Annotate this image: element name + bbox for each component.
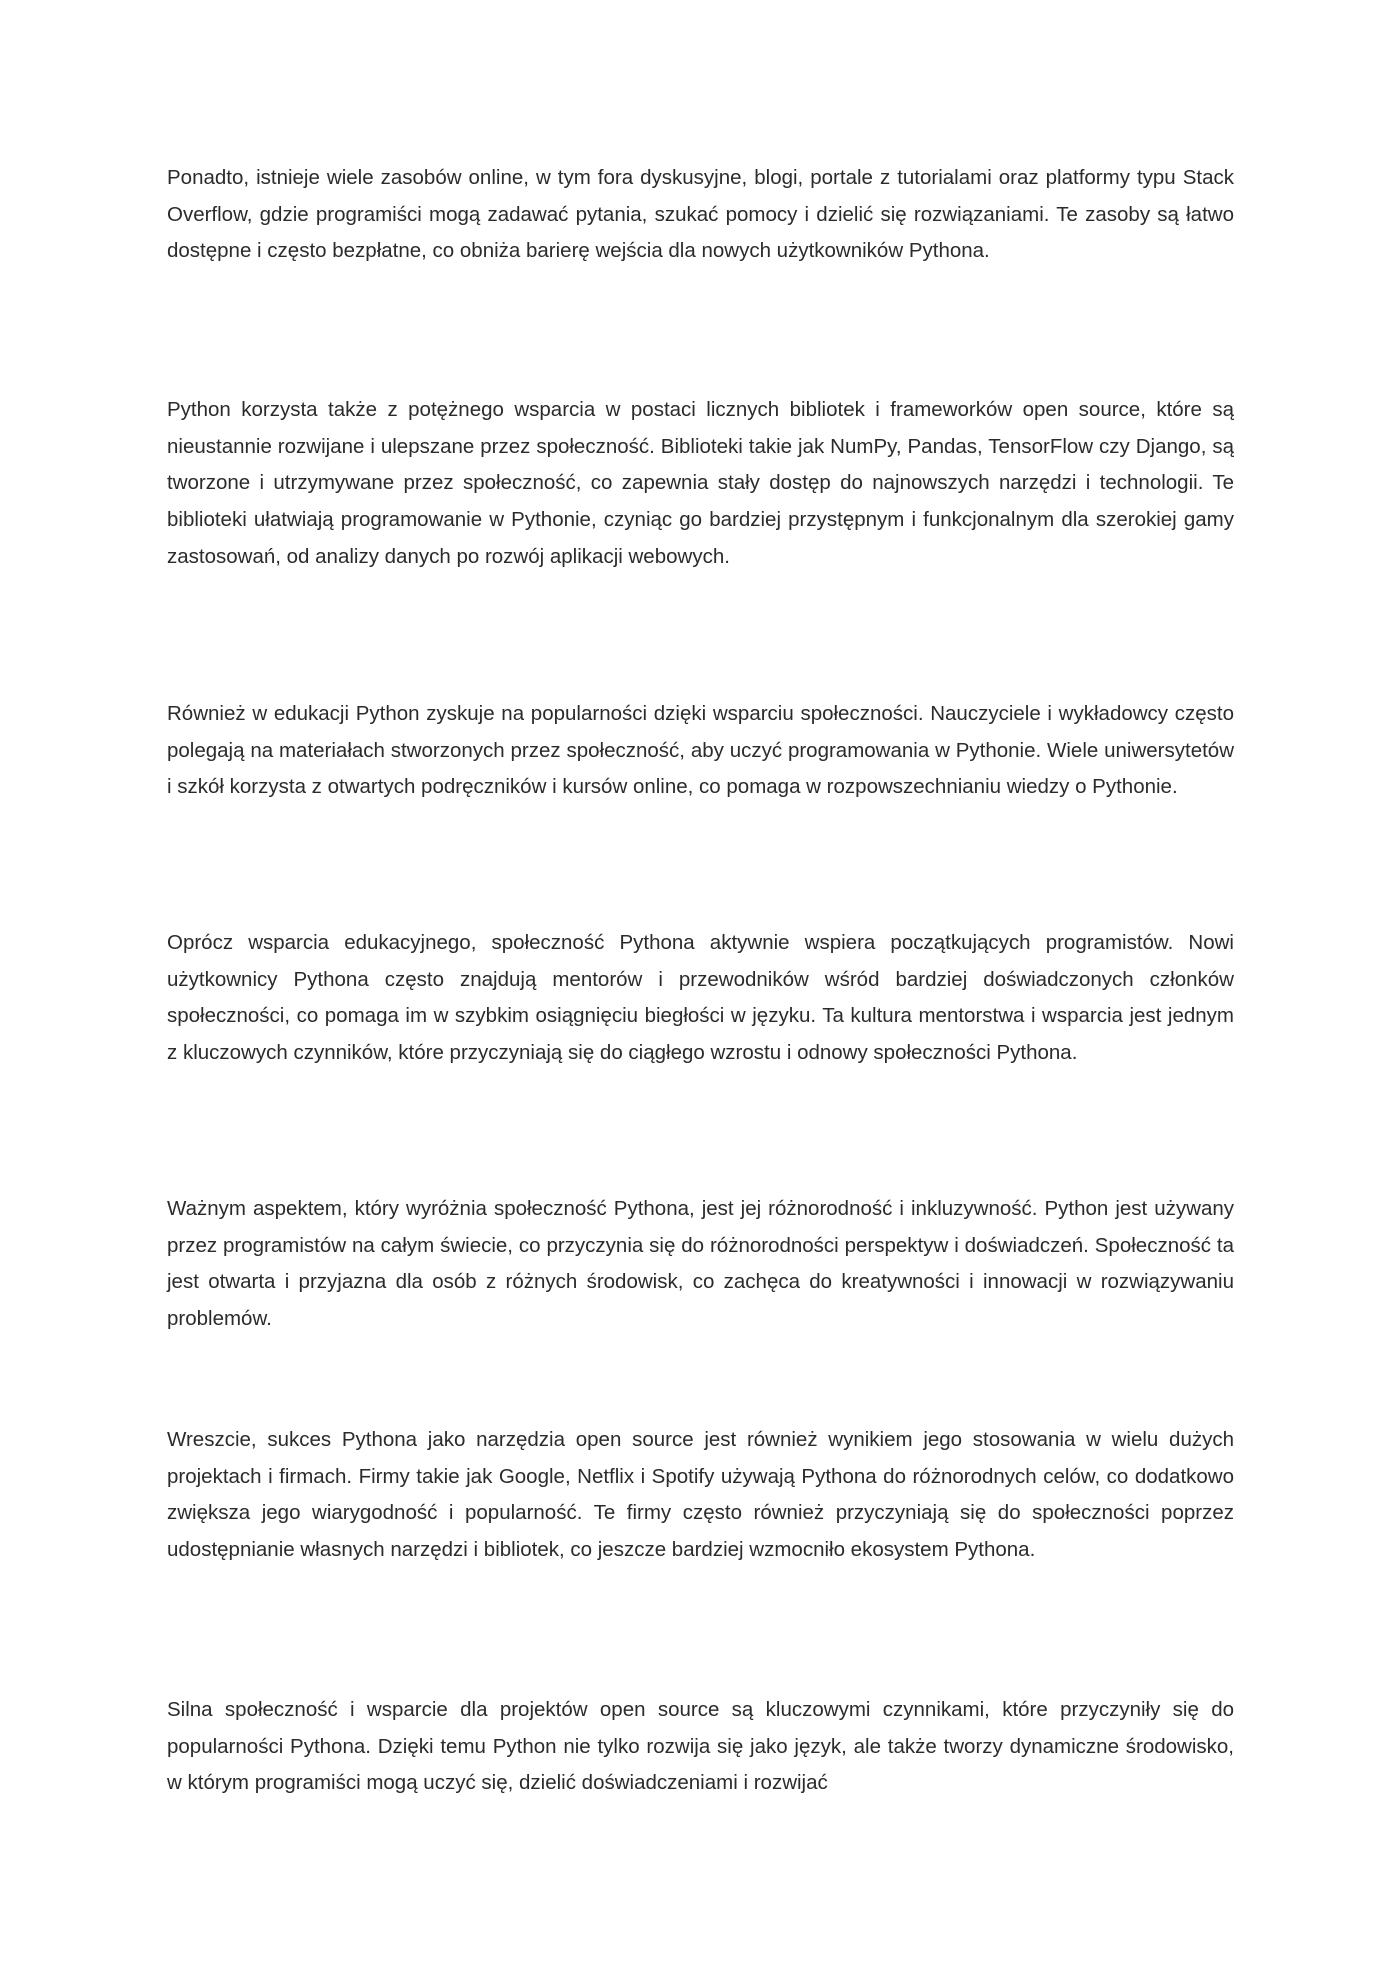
paragraph-online-resources: Ponadto, istnieje wiele zasobów online, w tym fora dyskusyjne, blogi, portale z tutorialami oraz platformy typu Stack Overflow, gdzie programiści mogą zadawać pytania, szukać pomocy i dzielić się rozwiązaniami. Te zasoby są łatwo dostępne i często bezpłatne, co obniża barierę wejścia dla nowych użytkowników Pythona. [167,166,1234,263]
paragraph-summary: Silna społeczność i wsparcie dla projektów open source są kluczowymi czynnikami, które przyczyniły się do popularności Pythona. Dzięki temu Python nie tylko rozwija się jako język, ale także tworzy dynamiczne środowisko, w którym programiści mogą uczyć się, dzielić doświadczeniami i rozwijać [167,1698,1234,1795]
paragraph-education: Również w edukacji Python zyskuje na popularności dzięki wsparciu społeczności. Nauczyciele i wykładowcy często polegają na materiałach stworzonych przez społeczność, aby uczyć programowania w Pythonie. Wiele uniwersytetów i szkół korzysta z otwartych podręczników i kursów online, co pomaga w rozpowszechnianiu wiedzy o Pythonie. [167,702,1234,799]
paragraph-libraries-frameworks: Python korzysta także z potężnego wsparcia w postaci licznych bibliotek i frameworków open source, które są nieustannie rozwijane i ulepszane przez społeczność. Biblioteki takie jak NumPy, Pandas, TensorFlow czy Django, są tworzone i utrzymywane przez społeczność, co zapewnia stały dostęp do najnowszych narzędzi i technologii. Te biblioteki ułatwiają programowanie w Pythonie, czyniąc go bardziej przystępnym i funkcjonalnym dla szerokiej gamy zastosowań, od analizy danych po rozwój aplikacji webowych. [167,398,1234,568]
paragraph-companies: Wreszcie, sukces Pythona jako narzędzia open source jest również wynikiem jego stosowania w wielu dużych projektach i firmach. Firmy takie jak Google, Netflix i Spotify używają Pythona do różnorodnych celów, co dodatkowo zwiększa jego wiarygodność i popularność. Te firmy często również przyczyniają się do społeczności poprzez udostępnianie własnych narzędzi i bibliotek, co jeszcze bardziej wzmocniło ekosystem Pythona. [167,1428,1234,1562]
paragraph-diversity: Ważnym aspektem, który wyróżnia społeczność Pythona, jest jej różnorodność i inkluzywność. Python jest używany przez programistów na całym świecie, co przyczynia się do różnorodności perspektyw i doświadczeń. Społeczność ta jest otwarta i przyjazna dla osób z różnych środowisk, co zachęca do kreatywności i innowacji w rozwiązywaniu problemów. [167,1197,1234,1331]
paragraph-mentorship: Oprócz wsparcia edukacyjnego, społeczność Pythona aktywnie wspiera początkujących programistów. Nowi użytkownicy Pythona często znajdują mentorów i przewodników wśród bardziej doświadczonych członków społeczności, co pomaga im w szybkim osiągnięciu biegłości w języku. Ta kultura mentorstwa i wsparcia jest jednym z kluczowych czynników, które przyczyniają się do ciągłego wzrostu i odnowy społeczności Pythona. [167,931,1234,1065]
